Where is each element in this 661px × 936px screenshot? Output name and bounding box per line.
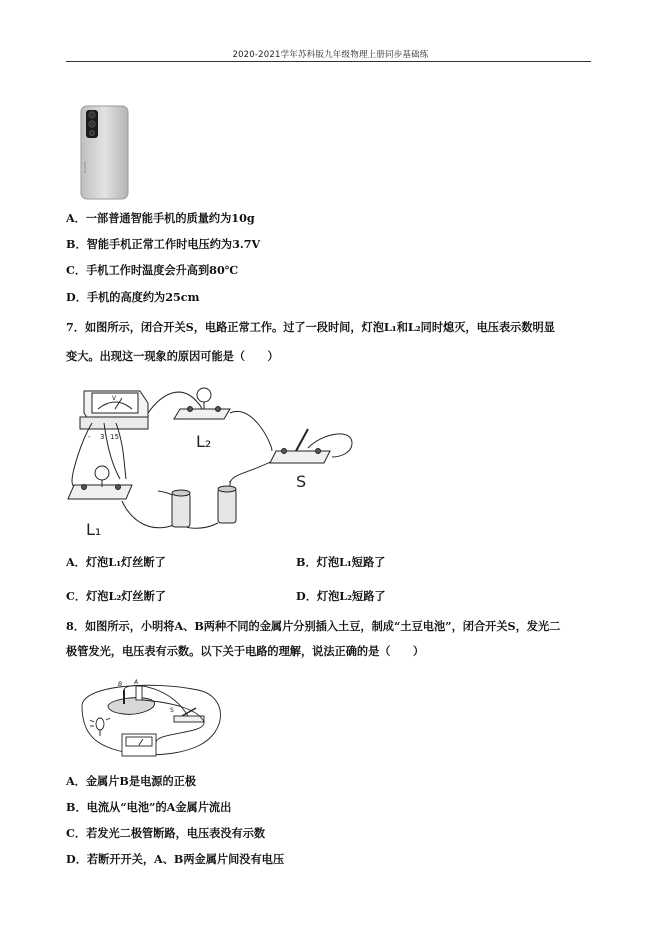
q6-option-a: A．一部普通智能手机的质量约为10g xyxy=(66,211,255,225)
voltmeter-letter: V xyxy=(112,395,117,402)
q8-option-d: D．若断开开关，A、B两金属片间没有电压 xyxy=(66,852,285,866)
phone-figure xyxy=(80,105,130,200)
q7-stem-line2: 变大。出现这一现象的原因可能是（ ） xyxy=(66,349,279,363)
switch-lever xyxy=(296,429,308,451)
page-header: 2020-2021学年苏科版九年级物理上册同步基础练 xyxy=(232,50,429,60)
header-rule xyxy=(66,61,591,62)
metal-a xyxy=(136,686,142,700)
q8-stem-line2: 极管发光，电压表有示数。以下关于电路的理解，说法正确的是（ ） xyxy=(66,644,425,658)
q8-stem-line1: 8．如图所示，小明将A、B两种不同的金属片分别插入土豆，制成“土豆电池”，闭合开关S，发光二 xyxy=(66,619,561,633)
q8-option-a: A．金属片B是电源的正极 xyxy=(66,774,197,788)
battery-1 xyxy=(172,493,190,527)
bulb-l1 xyxy=(95,466,109,480)
q8-option-c: C．若发光二极管断路，电压表没有示数 xyxy=(66,826,266,840)
battery-2 xyxy=(218,489,236,523)
bulb-l2-base xyxy=(174,409,230,419)
q8-option-b: B．电流从“电池”的A金属片流出 xyxy=(66,800,232,814)
label-b: B xyxy=(118,681,123,688)
voltmeter-terminal-15: 15 xyxy=(110,433,119,441)
label-l1: L₁ xyxy=(86,520,102,539)
q6-option-d: D．手机的高度约为25cm xyxy=(66,290,200,304)
label-l2: L₂ xyxy=(196,432,212,451)
q7-circuit-figure xyxy=(62,373,362,543)
switch-base xyxy=(270,451,330,463)
q7-option-a: A．灯泡L₁灯丝断了 xyxy=(66,555,166,569)
bulb-l1-base xyxy=(68,485,132,499)
q6-option-c: C．手机工作时温度会升高到80℃ xyxy=(66,263,239,277)
q7-option-b: B．灯泡L₁短路了 xyxy=(296,555,386,569)
q8-switch xyxy=(174,716,204,722)
q8-potato-figure xyxy=(78,672,228,764)
label-s: S xyxy=(296,472,307,491)
q7-stem-line1: 7．如图所示，闭合开关S，电路正常工作。过了一段时间，灯泡L₁和L₂同时熄灭，电压表示数明显 xyxy=(66,320,555,334)
q7-option-c: C．灯泡L₂灯丝断了 xyxy=(66,589,166,603)
q6-option-b: B．智能手机正常工作时电压约为3.7V xyxy=(66,237,261,251)
q8-label-s: S xyxy=(170,707,174,714)
led xyxy=(96,718,104,730)
q7-option-d: D．灯泡L₂短路了 xyxy=(296,589,386,603)
voltmeter-terminal-neg: - xyxy=(88,433,91,441)
voltmeter-terminal-3: 3 xyxy=(100,433,105,441)
bulb-l2 xyxy=(197,388,211,402)
label-a: A xyxy=(134,679,139,686)
phone-brand: HUAWEI xyxy=(83,160,87,173)
